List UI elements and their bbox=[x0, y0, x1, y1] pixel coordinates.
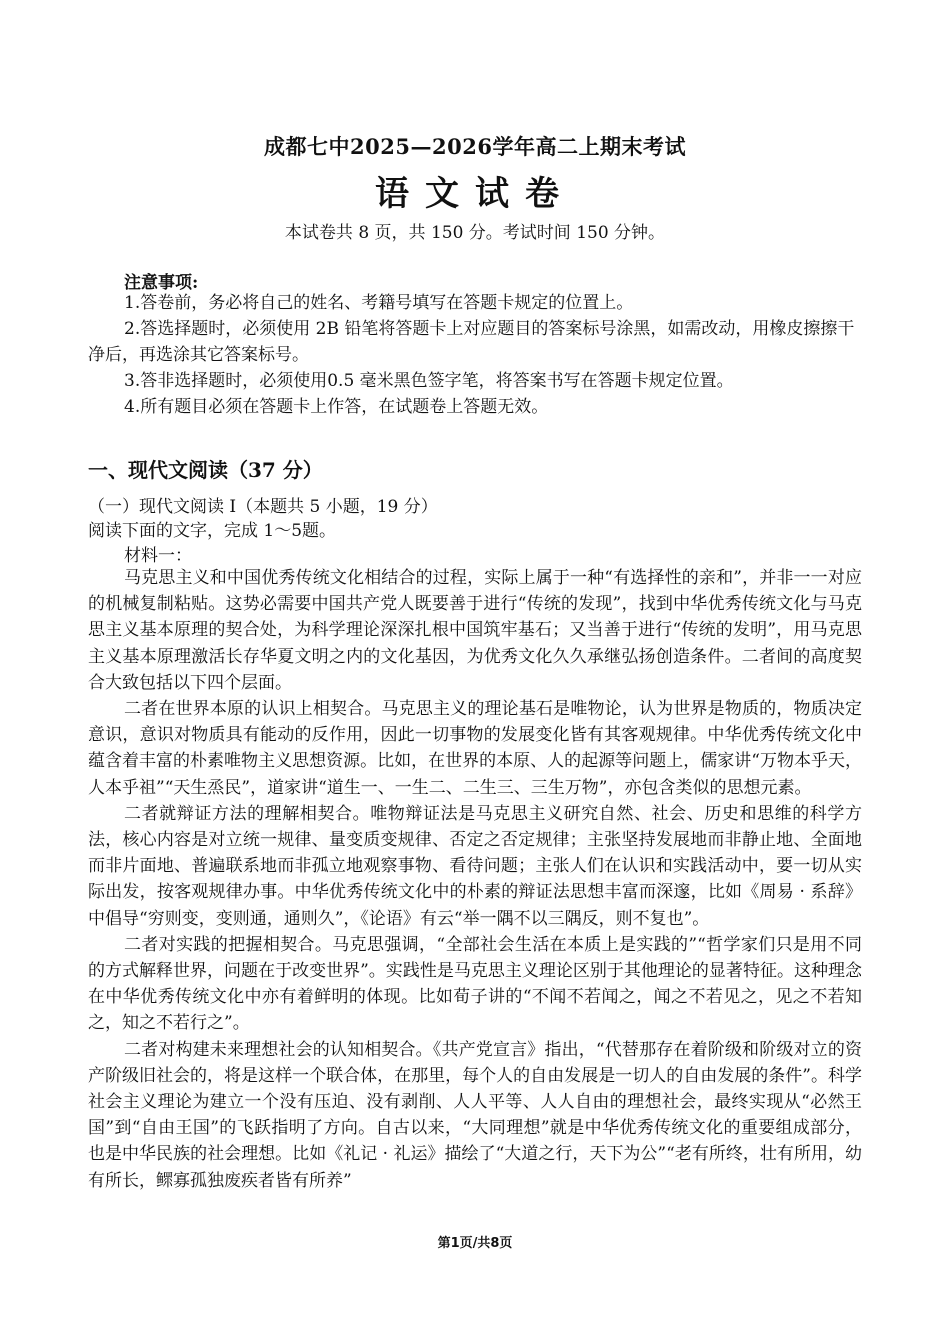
notice-item: 1.答卷前，务必将自己的姓名、考籍号填写在答题卡规定的位置上。 bbox=[124, 293, 634, 313]
notice-list bbox=[88, 290, 868, 420]
notice-item: 3.答非选择题时，必须使用0.5 毫米黑色签字笔，将答案书写在答题卡规定位置。 bbox=[124, 371, 734, 391]
passage-paragraph: 二者在世界本原的认识上相契合。马克思主义的理论基石是唯物论，认为世界是物质的，物质决定意识，意识对物质具有能动的反作用，因此一切事物的发展变化皆有其客观规律。中华优秀传统文化中蕴含着丰富的朴素唯物主义思想资源。比如，在世界的本原、人的起源等问题上，儒家讲“万物本乎天，人本乎祖”“天生烝民”，道家讲“道生一、一生二、二生三、三生万物”，亦包含类似的思想元素。 bbox=[88, 699, 862, 798]
page-number: 第1页/共8页 bbox=[437, 1236, 513, 1251]
notice-heading: 注意事项: bbox=[124, 273, 199, 293]
reading-instruction: 阅读下面的文字，完成 1～5题。 bbox=[88, 521, 337, 541]
section-heading: 一、现代文阅读（37 分） bbox=[88, 458, 323, 482]
reading-passage bbox=[88, 565, 862, 1194]
passage-paragraph: 二者对构建未来理想社会的认知相契合。《共产党宣言》指出，“代替那存在着阶级和阶级对立的资产阶级旧社会的，将是这样一个联合体，在那里，每个人的自由发展是一切人的自由发展的条件”。科学社会主义理论为建立一个没有压迫、没有剥削、人人平等、人人自由的理想社会，最终实现从“必然王国”到“自由王国”的飞跃指明了方向。自古以来，“大同理想”就是中华优秀传统文化的重要组成部分，也是中华民族的社会理想。比如《礼记 · 礼运》描绘了“大道之行，天下为公”“老有所终，壮有所用，幼有所长，鳏寡孤独废疾者皆有所养” bbox=[88, 1039, 862, 1191]
notice-item: 4.所有题目必须在答题卡上作答，在试题卷上答题无效。 bbox=[124, 397, 549, 417]
sub-section-heading: （一）现代文阅读 I（本题共 5 小题，19 分） bbox=[88, 497, 438, 517]
passage-paragraph: 二者就辩证方法的理解相契合。唯物辩证法是马克思主义研究自然、社会、历史和思维的科学方法，核心内容是对立统一规律、量变质变规律、否定之否定规律；主张坚持发展地而非静止地、全面地而非片面地、普遍联系地而非孤立地观察事物、看待问题；主张人们在认识和实践活动中，要一切从实际出发，按客观规律办事。中华优秀传统文化中的朴素的辩证法思想丰富而深邃，比如《周易 · 系辞》中倡导“穷则变，变则通，通则久”，《论语》有云“举一隅不以三隅反，则不复也”。 bbox=[88, 803, 862, 929]
material-label: 材料一： bbox=[124, 546, 192, 566]
paper-info: 本试卷共 8 页，共 150 分。考试时间 150 分钟。 bbox=[284, 223, 666, 243]
passage-paragraph: 二者对实践的把握相契合。马克思强调，“全部社会生活在本质上是实践的”“哲学家们只是用不同的方式解释世界，问题在于改变世界”。实践性是马克思主义理论区别于其他理论的显著特征。这种理念在中华优秀传统文化中亦有着鲜明的体现。比如荀子讲的“不闻不若闻之，闻之不若见之，见之不若知之，知之不若行之”。 bbox=[88, 934, 862, 1034]
passage-paragraph: 马克思主义和中国优秀传统文化相结合的过程，实际上属于一种“有选择性的亲和”，并非一一对应的机械复制粘贴。这势必需要中国共产党人既要善于进行“传统的发现”，找到中华优秀传统文化与马克思主义基本原理的契合处，为科学理论深深扎根中国筑牢基石；又当善于进行“传统的发明”，用马克思主义基本原理激活长存华夏文明之内的文化基因，为优秀文化久久承继弘扬创造条件。二者间的高度契合大致包括以下四个层面。 bbox=[88, 568, 862, 693]
school-exam-title: 成都七中2025—2026学年高二上期末考试 bbox=[264, 134, 686, 159]
notice-item: 2.答选择题时，必须使用 2B 铅笔将答题卡上对应题目的答案标号涂黑，如需改动，用橡皮擦擦干净后，再选涂其它答案标号。 bbox=[88, 319, 855, 365]
paper-title: 语文试卷 bbox=[375, 174, 575, 214]
